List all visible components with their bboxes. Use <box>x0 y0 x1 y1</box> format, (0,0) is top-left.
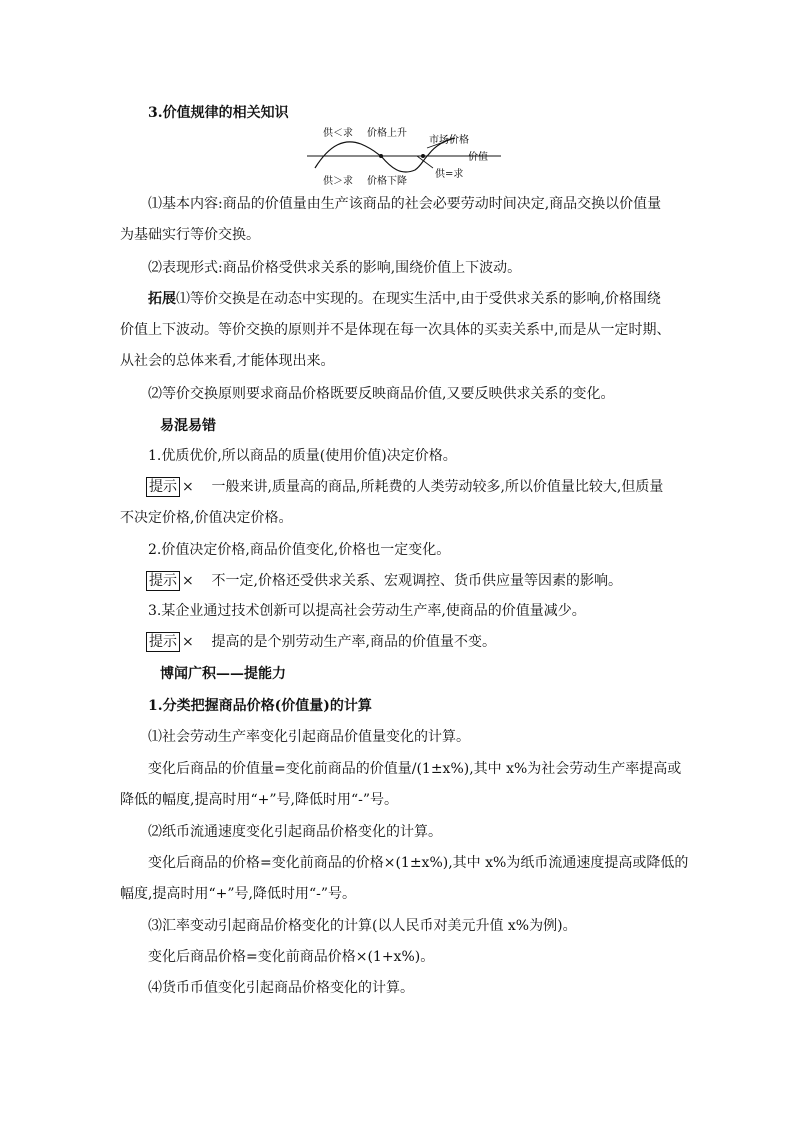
diagram-label-bottom-left: 供＞求 <box>323 176 353 187</box>
formula-1-line1: 变化后商品的价值量=变化前商品的价值量/(1±x%),其中 x%为社会劳动生产率提高或 <box>148 761 682 777</box>
formula-1-line2: 降低的幅度,提高时用“+”号,降低时用“-”号。 <box>120 792 398 808</box>
hint-box-1: 提示 <box>146 477 180 497</box>
basic-content-line1: ⑴基本内容:商品的价值量由生产该商品的社会必要劳动时间决定,商品交换以价值量 <box>148 196 662 212</box>
value-law-diagram <box>305 124 505 188</box>
formula-2-line1: 变化后商品的价格=变化前商品的价格×(1±x%),其中 x%为纸币流通速度提高或降低的 <box>148 855 689 871</box>
hint-box-2: 提示 <box>146 571 180 591</box>
calc-case-3: ⑶汇率变动引起商品价格变化的计算(以人民币对美元升值 x%为例)。 <box>148 918 577 934</box>
answer-1-line2: 不决定价格,价值决定价格。 <box>120 510 293 526</box>
calc-case-1: ⑴社会劳动生产率变化引起商品价值量变化的计算。 <box>148 729 470 745</box>
confusion-answer-1 <box>146 477 663 497</box>
diagram-label-top-right: 价格上升 <box>367 128 407 139</box>
calc-case-2: ⑵纸币流通速度变化引起商品价格变化的计算。 <box>148 824 442 840</box>
wrong-mark-2: × <box>182 573 194 589</box>
extension-p2: ⑵等价交换原则要求商品价格既要反映商品价值,又要反映供求关系的变化。 <box>148 386 615 402</box>
calc-case-4: ⑷货币币值变化引起商品价格变化的计算。 <box>148 980 414 996</box>
wrong-mark-1: × <box>182 479 194 495</box>
confusion-question-2: 2.价值决定价格,商品价值变化,价格也一定变化。 <box>148 542 451 558</box>
ability-heading: 博闻广积——提能力 <box>160 666 286 682</box>
diagram-label-equal: 供=求 <box>435 169 464 180</box>
basic-content-line2: 为基础实行等价交换。 <box>120 227 260 243</box>
answer-1-line1: 一般来讲,质量高的商品,所耗费的人类劳动较多,所以价值量比较大,但质量 <box>211 479 664 495</box>
confusion-answer-2 <box>146 571 622 591</box>
diagram-label-bottom-right: 价格下降 <box>367 176 407 187</box>
diagram-label-market-price: 市场价格 <box>429 135 469 146</box>
equilibrium-point-1 <box>379 154 383 158</box>
answer-2-line1: 不一定,价格还受供求关系、宏观调控、货币供应量等因素的影响。 <box>211 573 622 589</box>
extension-line1 <box>148 289 661 309</box>
formula-2-line2: 幅度,提高时用“+”号,降低时用“-”号。 <box>120 886 356 902</box>
diagram-label-value: 价值 <box>468 152 488 163</box>
diagram-label-top-left: 供＜求 <box>323 128 353 139</box>
form-line: ⑵表现形式:商品价格受供求关系的影响,围绕价值上下波动。 <box>148 260 522 276</box>
confusion-answer-3 <box>146 632 496 652</box>
formula-3: 变化后商品价格=变化前商品价格×(1+x%)。 <box>148 949 435 965</box>
confusion-question-3: 3.某企业通过技术创新可以提高社会劳动生产率,使商品的价值量减少。 <box>148 603 586 619</box>
section-3-title: 3.价值规律的相关知识 <box>148 105 289 121</box>
extension-label: 拓展 <box>148 291 176 307</box>
extension-line3: 从社会的总体来看,才能体现出来。 <box>120 353 335 369</box>
confusion-question-1: 1.优质优价,所以商品的质量(使用价值)决定价格。 <box>148 448 457 464</box>
hint-box-3: 提示 <box>146 632 180 652</box>
wrong-mark-3: × <box>182 634 194 650</box>
equilibrium-point-2 <box>421 154 425 158</box>
extension-line2: 价值上下波动。等价交换的原则并不是体现在每一次具体的买卖关系中,而是从一定时期、 <box>120 322 671 338</box>
extension-line1-text: ⑴等价交换是在动态中实现的。在现实生活中,由于受供求关系的影响,价格围绕 <box>176 291 661 307</box>
confusion-heading: 易混易错 <box>160 418 216 434</box>
answer-3-line1: 提高的是个别劳动生产率,商品的价值量不变。 <box>211 634 496 650</box>
ability-title-1: 1.分类把握商品价格(价值量)的计算 <box>148 698 372 714</box>
